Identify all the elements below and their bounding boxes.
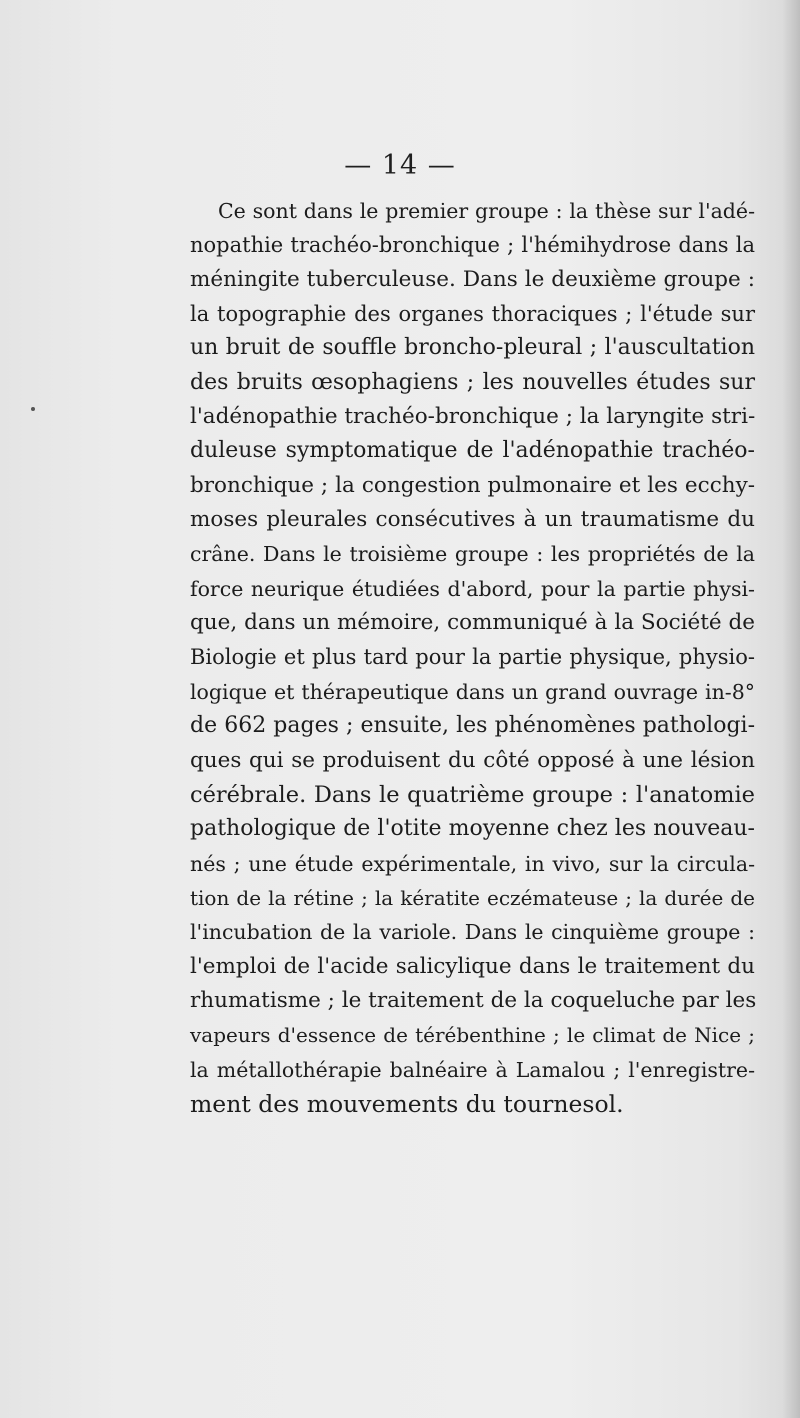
text-line: Ce sont dans le premier groupe : la thèse sur l'adé- <box>218 199 755 223</box>
body-paragraph <box>190 194 755 1121</box>
page-number: — 14 — <box>344 150 456 181</box>
text-line: l'incubation de la variole. Dans le cinquième groupe : <box>190 920 755 945</box>
text-line: la topographie des organes thoraciques ; l'étude sur <box>190 302 755 327</box>
text-line: ment des mouvements du tournesol. <box>190 1089 624 1118</box>
text-line: l'adénopathie trachéo-bronchique ; la laryngite stri- <box>190 404 756 430</box>
text-line: la métallothérapie balnéaire à Lamalou ; l'enregistre- <box>190 1057 755 1082</box>
text-line: duleuse symptomatique de l'adénopathie trachéo- <box>190 438 755 464</box>
text-line: méningite tuberculeuse. Dans le deuxième groupe : <box>190 266 755 292</box>
text-line: nopathie trachéo-bronchique ; l'hémihydrose dans la <box>190 233 755 258</box>
text-line: ques qui se produisent du côté opposé à une lésion <box>190 747 755 773</box>
text-line: de 662 pages ; ensuite, les phénomènes pathologi- <box>190 713 755 739</box>
page-edge-shadow <box>782 0 800 1418</box>
text-line: crâne. Dans le troisième groupe : les propriétés de la <box>190 542 755 567</box>
text-line: cérébrale. Dans le quatrième groupe : l'anatomie <box>190 781 755 808</box>
text-line: moses pleurales consécutives à un traumatisme du <box>190 507 755 533</box>
text-line: nés ; une étude expérimentale, in vivo, sur la circula- <box>190 851 755 876</box>
text-line: tion de la rétine ; la kératite eczémateuse ; la durée de <box>190 885 755 910</box>
text-line: pathologique de l'otite moyenne chez les nouveau- <box>190 816 755 842</box>
text-line: force neurique étudiées d'abord, pour la partie physi- <box>190 576 755 601</box>
text-line: l'emploi de l'acide salicylique dans le traitement du <box>190 953 755 979</box>
text-line: des bruits œsophagiens ; les nouvelles études sur <box>190 369 755 395</box>
text-line: logique et thérapeutique dans un grand ouvrage in-8° <box>190 679 755 704</box>
ink-spot <box>31 407 35 411</box>
text-line: Biologie et plus tard pour la partie physique, physio- <box>190 645 755 670</box>
text-line: que, dans un mémoire, communiqué à la Société de <box>190 610 755 636</box>
text-line: un bruit de souffle broncho-pleural ; l'auscultation <box>190 335 755 361</box>
text-line: bronchique ; la congestion pulmonaire et les ecchy- <box>190 472 755 498</box>
text-line: rhumatisme ; le traitement de la coqueluche par les <box>190 987 757 1013</box>
text-line: vapeurs d'essence de térébenthine ; le climat de Nice ; <box>190 1023 755 1048</box>
